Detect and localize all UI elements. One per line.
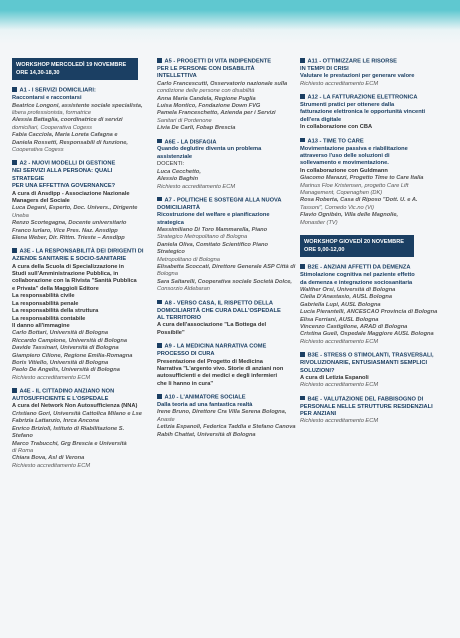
- workshop-detail-line: Luisa Montico, Fondazione Down FVG: [157, 102, 261, 109]
- workshop-section: [12, 160, 144, 242]
- workshop-detail-line: collaborazione con la Rivista "Sanità Pubblica: [12, 278, 137, 285]
- workshop-detail-line: Flavio Ognibén, Villa delle Magnolie,: [300, 212, 399, 219]
- workshop-title: [12, 87, 144, 102]
- workshop-title-line: dell'era digitale: [300, 116, 342, 123]
- workshop-section: [157, 58, 297, 133]
- workshop-detail-line: Elisa Ferriani, AUSL Bologna: [300, 316, 379, 323]
- workshop-detail-line: Management, Copenaghen (DK): [300, 190, 383, 196]
- day-header-title: WORKSHOP GIOVEDÌ 20 NOVEMBRE: [304, 239, 404, 246]
- workshop-list-middle: [157, 58, 297, 439]
- workshop-title: [300, 94, 445, 124]
- workshop-detail-line: Richiesto accreditamento ECM: [12, 374, 91, 381]
- workshop-title-line: A8 - VERSO CASA, IL RISPETTO DELLA: [164, 300, 273, 307]
- workshop-detail-line: Riccardo Campione, Università di Bologna: [12, 337, 128, 344]
- workshop-detail-line: Richiesto accreditamento ECM: [300, 338, 379, 345]
- workshop-title: [300, 264, 445, 287]
- workshop-detail-line: Giampiero Cilione, Regione Emilia-Romagna: [12, 352, 133, 359]
- workshop-list-left: [12, 87, 144, 470]
- workshop-detail-line: Rosa Roberta, Casa di Riposo "Dott. U. e A.: [300, 197, 418, 204]
- workshop-detail-line: DOCENTI:: [157, 161, 185, 168]
- workshop-title-line: AL TERRITORIO: [157, 315, 202, 321]
- workshop-detail-line: A cura di Letizia Espanoli: [300, 374, 369, 381]
- workshop-section: [157, 394, 297, 439]
- workshop-title-line: A9 - LA MEDICINA NARRATIVA COME: [164, 343, 267, 350]
- workshop-detail-line: La responsabilità civile: [12, 293, 75, 300]
- workshop-detail-line: Enrico Brizioli, Istituto di Riabilitazione S. Stefano: [12, 425, 125, 440]
- workshop-detail-line: Cristiano Gori, Università Cattolica Milano e Lse: [12, 410, 142, 417]
- workshop-detail-line: A cura di Ansdipp - Associazione Nazionale: [12, 190, 130, 197]
- workshop-detail-line: e Privata" della Maggioli Editore: [12, 285, 99, 292]
- workshop-detail-line: Sara Saltarelli, Cooperativa sociale Società Dolce,: [157, 278, 292, 285]
- workshop-title-line: A3E - LA RESPONSABILITÀ DEI DIRIGENTI DI: [19, 248, 144, 255]
- workshop-detail-line: Sanitari di Pordenone: [157, 117, 212, 124]
- workshop-title: [12, 248, 144, 263]
- workshop-title: [157, 139, 297, 162]
- workshop-title: [157, 343, 297, 358]
- workshop-detail-line: Bologna: [157, 271, 178, 278]
- workshop-detail-line: Richiesto accreditamento ECM: [12, 462, 91, 469]
- workshop-detail-line: Consorzio Aldebaran: [157, 286, 210, 293]
- workshop-list-right-bottom: [300, 264, 445, 426]
- workshop-detail-line: Beatrice Longoni, assistente sociale specialista,: [12, 102, 143, 109]
- workshop-title-line: Ricostruzione del welfare e pianificazione: [157, 212, 270, 219]
- workshop-detail-line: Daniela Rossetti, Responsabili di funzione,: [12, 139, 128, 146]
- workshop-detail-line: Alessia Battaglia, coordinatrice di servizi: [12, 117, 123, 124]
- workshop-detail-line: Pamela Franceschetto, Azienda per i Servizi: [157, 110, 276, 117]
- workshop-detail-line: Richiesto accreditamento ECM: [300, 418, 379, 425]
- workshop-title-line: A5 - PROGETTI DI VITA INDIPENDENTE: [164, 58, 271, 65]
- workshop-detail-line: che li hanno in cura": [157, 380, 214, 387]
- column-middle: [157, 58, 297, 445]
- top-color-band: [0, 0, 460, 44]
- workshop-title: [157, 197, 297, 227]
- workshop-title-line: A12 - LA FATTURAZIONE ELETTRONICA: [307, 94, 418, 101]
- workshop-detail-line: Tassoni", Cornedo Vic.no (Vi): [300, 204, 374, 211]
- workshop-detail-line: Marco Trabucchi, Grg Brescia e Università: [12, 440, 127, 447]
- workshop-detail-line: A cura del Network Non Autosufficienza (NNA): [12, 403, 138, 410]
- workshop-detail-line: Alessio Baghin: [157, 176, 199, 183]
- workshop-title-line: Raccontarsi e raccontarsi: [12, 95, 82, 102]
- workshop-title: [300, 58, 445, 81]
- workshop-title-line: PER UNA EFFETTIVA GOVERNANCE?: [12, 183, 116, 190]
- workshop-title-line: PER ANZIANI: [300, 411, 337, 418]
- workshop-title-line: Valutare le prestazioni per generare valore: [300, 73, 415, 80]
- workshop-detail-line: A cura della Scuola di Specializzazione in: [12, 263, 124, 270]
- workshop-detail-line: libera professionista, formatrice: [12, 109, 92, 116]
- workshop-detail-line: Fabia Cacciola, Maria Loreta Cafagna e: [12, 132, 118, 139]
- workshop-detail-line: Paolo De Angelis, Università di Bologna: [12, 367, 120, 374]
- workshop-detail-line: Studi sull'Amministrazione Pubblica, in: [12, 271, 119, 278]
- workshop-title-line: attraverso l'uso delle soluzioni di: [300, 152, 390, 159]
- workshop-detail-line: Richiesto accreditamento ECM: [157, 183, 236, 190]
- workshop-detail-line: Irene Bruno, Direttore Cra Villa Serena Bologna,: [157, 409, 287, 416]
- workshop-detail-line: Davide Tassinari, Università di Bologna: [12, 345, 119, 352]
- workshop-title-line: A13 - TIME TO CARE: [307, 138, 364, 145]
- workshop-title-line: Strumenti pratici per ottenere dalla: [300, 102, 395, 109]
- workshop-title-line: PERSONALE NELLE STRUTTURE RESIDENZIALI: [300, 403, 433, 410]
- workshop-title: [157, 300, 297, 323]
- workshop-title-line: DOMICILIARITÀ: [157, 204, 200, 211]
- workshop-detail-line: A cura dell'associazione "La Bottega del: [157, 322, 267, 329]
- workshop-detail-line: Narrativa "L'argento vivo. Storie di anziani non: [157, 365, 284, 372]
- workshop-section: [300, 352, 445, 390]
- workshop-title-line: A1 - I SERVIZI DOMICILIARI:: [19, 87, 96, 94]
- workshop-title-line: A10 - L'ANIMATORE SOCIALE: [164, 394, 246, 401]
- workshop-title: [300, 352, 445, 375]
- workshop-detail-line: di Roma: [12, 447, 34, 454]
- workshop-title-line: A6E - LA DISFAGIA: [164, 139, 217, 146]
- workshop-section: [300, 138, 445, 227]
- workshop-title-line: DOMICILIARITÀ CHE CURA DALL'OSPEDALE: [157, 307, 281, 314]
- day-header-time: ORE 9,00-12,00: [304, 247, 345, 254]
- workshop-detail-line: condizione delle persone con disabilità: [157, 88, 255, 95]
- workshop-detail-line: Richiesto accreditamento ECM: [300, 80, 379, 87]
- workshop-title-line: assistenziale: [157, 153, 193, 160]
- workshop-detail-line: Cristina Gueli, Ospedale Maggiore AUSL Bologna: [300, 331, 434, 338]
- workshop-title-line: A4E - IL CITTADINO ANZIANO NON: [19, 388, 115, 395]
- workshop-title-line: B3E - STRESS O STIMOLANTI, TRASVERSALI,: [307, 352, 434, 359]
- day-header-time: ORE 14,30-18,30: [16, 70, 60, 77]
- workshop-detail-line: Possibile": [157, 329, 185, 336]
- workshop-title: [300, 396, 445, 419]
- workshop-title-line: RIVOLUZIONARIE, ENTUSIASMANTI SEMPLICI: [300, 360, 428, 367]
- workshop-section: [300, 396, 445, 426]
- workshop-section: [300, 264, 445, 346]
- workshop-detail-line: Richiesto accreditamento ECM: [300, 382, 379, 389]
- workshop-title-line: SOLUZIONI?: [300, 367, 335, 374]
- day-header-wednesday: [12, 58, 138, 80]
- workshop-detail-line: Fabrizia Lattanzio, Inrca Ancona: [12, 418, 100, 425]
- workshop-detail-line: Elena Weber, Dir. Rittm. Trieste – Ansdipp: [12, 234, 125, 241]
- workshop-section: [12, 87, 144, 154]
- workshop-detail-line: Presentazione del Progetto di Medicina: [157, 358, 263, 365]
- day-header-thursday: [300, 235, 414, 257]
- workshop-title-line: Dalla teoria ad una fantastica realtà: [157, 402, 253, 409]
- workshop-detail-line: Letizia Espanoli, Federica Taddia e Stefano Canova: [157, 424, 296, 431]
- workshop-title-line: B2E - ANZIANI AFFETTI DA DEMENZA: [307, 264, 411, 271]
- workshop-title-line: Quando deglutire diventa un problema: [157, 146, 262, 153]
- workshop-detail-line: autosufficienti e dei medici e degli infermieri: [157, 373, 278, 380]
- workshop-title: [157, 394, 297, 409]
- workshop-title-line: NEI SERVIZI ALLA PERSONA: QUALI STRATEGIE: [12, 168, 113, 182]
- workshop-list-right-top: [300, 58, 445, 227]
- workshop-detail-line: Chiara Bova, Asl di Verona: [12, 455, 85, 462]
- workshop-detail-line: Elisabetta Scoccati, Direttore Generale ASP Città di: [157, 264, 296, 271]
- workshop-section: [300, 58, 445, 88]
- column-left: [12, 58, 144, 476]
- workshop-title-line: IN TEMPI DI CRISI: [300, 65, 349, 72]
- workshop-title: [12, 388, 144, 403]
- workshop-detail-line: Anna Maria Candela, Regione Puglia: [157, 95, 256, 102]
- workshop-title-line: Movimentazione passiva e riabilitazione: [300, 145, 408, 152]
- workshop-detail-line: Luca Degani, Esperto, Doc. Univers., Dirigente: [12, 205, 138, 212]
- workshop-detail-line: Massimiliano Di Toro Mammarella, Piano: [157, 227, 268, 234]
- workshop-title-line: strategica: [157, 219, 184, 226]
- workshop-title-line: PROCESSO DI CURA: [157, 351, 215, 358]
- workshop-title-line: A11 - OTTIMIZZARE LE RISORSE: [307, 58, 397, 65]
- workshop-section: [300, 94, 445, 132]
- workshop-detail-line: Walther Orsi, Università di Bologna: [300, 286, 396, 293]
- workshop-detail-line: Metropolitano di Bologna: [157, 256, 220, 263]
- workshop-detail-line: Carlo Bottari, Università di Bologna: [12, 330, 109, 337]
- workshop-detail-line: Livia De Carli, Fobap Brescia: [157, 125, 236, 132]
- workshop-title-line: INTELLETTIVA: [157, 73, 197, 80]
- workshop-detail-line: La responsabilità contabile: [12, 315, 86, 322]
- workshop-detail-line: Clelia D'Anastasio, AUSL Bologna: [300, 294, 393, 301]
- workshop-detail-line: In collaborazione con Guldmann: [300, 167, 388, 174]
- workshop-title-line: da demenza e integrazione sociosanitaria: [300, 279, 413, 286]
- workshop-section: [157, 300, 297, 338]
- workshop-title-line: B4E - VALUTAZIONE DEL FABBISOGNO DI: [307, 396, 424, 403]
- workshop-detail-line: La responsabilità penale: [12, 300, 79, 307]
- workshop-detail-line: Daniela Oliva, Comitato Scientifico Piano Strategico: [157, 241, 268, 256]
- workshop-detail-line: Luca Cecchetto,: [157, 168, 201, 175]
- workshop-title-line: Stimolazione cognitiva nel paziente effetto: [300, 272, 415, 279]
- workshop-section: [157, 139, 297, 191]
- workshop-title-line: PER LE PERSONE CON DISABILITÀ: [157, 65, 255, 72]
- workshop-detail-line: Gabriella Lupi, AUSL Bologna: [300, 301, 381, 308]
- column-right: [300, 58, 445, 432]
- workshop-detail-line: Strategico Metropolitano di Bologna: [157, 234, 248, 241]
- workshop-detail-line: La responsabilità della struttura: [12, 308, 99, 315]
- workshop-detail-line: Franco Iurlaro, Vice Pres. Naz. Ansdipp: [12, 227, 118, 234]
- workshop-section: [157, 197, 297, 294]
- workshop-title: [157, 58, 297, 81]
- day-header-title: WORKSHOP MERCOLEDÌ 19 NOVEMBRE: [16, 62, 127, 68]
- workshop-detail-line: Lucia Pierantelli, ANCESCAO Provincia di Bologna: [300, 309, 438, 316]
- workshop-detail-line: Uneba: [12, 212, 29, 219]
- workshop-title-line: A2 - NUOVI MODELLI DI GESTIONE: [19, 160, 116, 167]
- workshop-title-line: A7 - POLITICHE E SOSTEGNI ALLA NUOVA: [164, 197, 282, 204]
- workshop-detail-line: Anaste: [157, 416, 175, 423]
- workshop-detail-line: Il danno all'immagine: [12, 322, 70, 329]
- workshop-section: [12, 388, 144, 470]
- workshop-title-line: AUTOSUFFICIENTE E L'OSPEDALE: [12, 396, 109, 403]
- workshop-detail-line: Marinus Floe Kristensen, progetto Care Lift: [300, 182, 409, 189]
- workshop-title: [300, 138, 445, 168]
- workshop-detail-line: Renzo Scortegagna, Docente universitario: [12, 220, 127, 227]
- workshop-section: [12, 248, 144, 382]
- workshop-section: [157, 343, 297, 388]
- workshop-detail-line: domiciliari, Cooperativa Cogess: [12, 124, 92, 131]
- workshop-detail-line: Cooperativa Cogess: [12, 146, 64, 153]
- workshop-title: [12, 160, 144, 190]
- workshop-detail-line: Rabih Chattat, Università di Bologna: [157, 431, 256, 438]
- workshop-detail-line: Boris Vitiello, Università di Bologna: [12, 359, 109, 366]
- workshop-title-line: sollevamento e movimentazione.: [300, 160, 389, 167]
- workshop-detail-line: Giacomo Marazzi, Progetto Time to Care Italia: [300, 175, 424, 182]
- workshop-title-line: fatturazione elettronica le opportunità vincenti: [300, 109, 426, 116]
- workshop-detail-line: Monastier (TV): [300, 219, 338, 226]
- workshop-detail-line: Managers del Sociale: [12, 197, 70, 204]
- workshop-detail-line: Carlo Francescutti, Osservatorio nazionale sulla: [157, 80, 288, 87]
- workshop-title-line: AZIENDE SANITARIE E SOCIO-SANITARIE: [12, 256, 127, 263]
- workshop-detail-line: In collaborazione con CBA: [300, 124, 373, 131]
- workshop-detail-line: Vincenzo Castiglione, ARAD di Bologna: [300, 324, 408, 330]
